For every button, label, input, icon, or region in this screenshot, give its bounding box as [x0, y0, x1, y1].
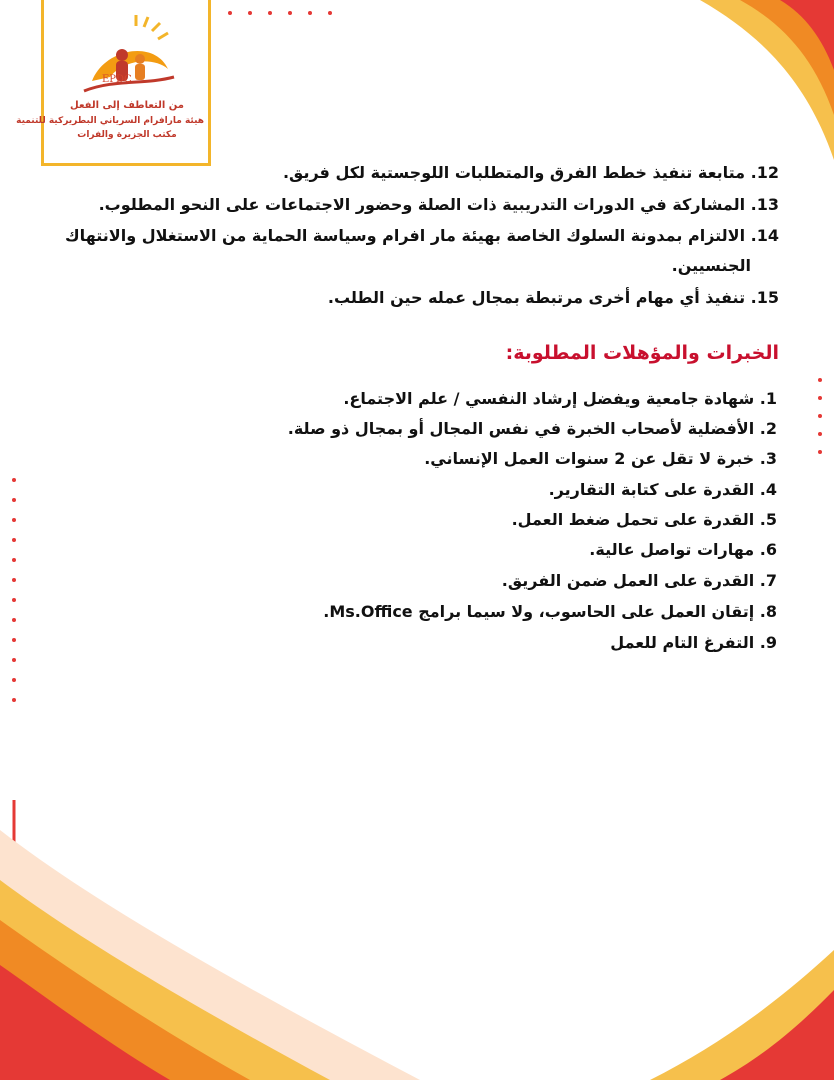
item-number: 8.: [759, 602, 777, 621]
item-text: الأفضلية لأصحاب الخبرة في نفس المجال أو بمجال ذو صلة.: [287, 419, 755, 438]
organization-logo: [16, 0, 211, 166]
list-item: [60, 507, 777, 533]
item-number: 15.: [750, 288, 779, 307]
item-number: 2.: [759, 419, 777, 438]
item-text: مهارات تواصل عالية.: [589, 540, 755, 559]
item-number: 12.: [750, 163, 779, 182]
item-text: شهادة جامعية ويفضل إرشاد النفسي / علم الاجتماع.: [343, 389, 755, 408]
item-number: 3.: [759, 449, 777, 468]
bottom-left-wave-gold: [0, 880, 330, 1080]
bottom-right-wave-gold: [650, 950, 834, 1080]
child-head-icon: [135, 54, 145, 64]
list-item: [60, 568, 777, 594]
item-text: الجنسيين.: [671, 256, 751, 275]
qualifications-heading: الخبرات والمؤهلات المطلوبة:: [505, 342, 779, 364]
item-text: متابعة تنفيذ خطط الفرق والمتطلبات اللوجستية لكل فريق.: [282, 163, 746, 182]
item-text: إتقان العمل على الحاسوب، ولا سيما برامج Ms.Office.: [323, 602, 755, 621]
logo-office-line: مكتب الجزيرة والفرات: [77, 130, 177, 140]
item-text: القدرة على تحمل ضغط العمل.: [511, 510, 755, 529]
logo-brand-text: EPDC: [102, 74, 132, 85]
list-item: [60, 630, 777, 656]
list-item: [60, 192, 779, 218]
list-item: [60, 223, 779, 249]
item-text: التفرغ التام للعمل: [610, 633, 755, 652]
child-body-icon: [135, 64, 145, 80]
item-text: القدرة على العمل ضمن الفريق.: [501, 571, 755, 590]
list-item: [60, 599, 777, 625]
list-item: [60, 477, 777, 503]
person-head-icon: [116, 49, 128, 61]
top-right-wave-gold: [700, 0, 834, 160]
item-text: المشاركة في الدورات التدريبية ذات الصلة وحضور الاجتماعات على النحو المطلوب.: [98, 195, 746, 214]
bottom-left-wave-light: [0, 830, 420, 1080]
bottom-left-wave-red: [0, 965, 170, 1080]
item-text: القدرة على كتابة التقارير.: [548, 480, 755, 499]
sun-rays-icon: [136, 15, 168, 39]
top-right-wave-red: [780, 0, 834, 70]
logo-slogan: من التعاطف إلى الفعل: [70, 100, 184, 111]
list-item-continuation: [60, 253, 779, 279]
left-dot-column: [12, 478, 16, 702]
list-item: [60, 285, 779, 311]
item-number: 5.: [759, 510, 777, 529]
top-right-wave-orange: [740, 0, 834, 115]
list-item: [60, 160, 779, 186]
item-number: 6.: [759, 540, 777, 559]
bottom-right-wave-red: [720, 990, 834, 1080]
list-item: [60, 446, 777, 472]
item-number: 4.: [759, 480, 777, 499]
list-item: [60, 416, 777, 442]
item-number: 1.: [759, 389, 777, 408]
bottom-left-wave-orange: [0, 920, 250, 1080]
logo-org-line: هيئة مارافرام السرياني البطريركية للتنمية: [16, 116, 204, 126]
item-number: 9.: [759, 633, 777, 652]
item-text: الالتزام بمدونة السلوك الخاصة بهيئة مار افرام وسياسة الحماية من الاستغلال والانتهاك: [65, 226, 746, 245]
right-dot-column: [818, 378, 822, 454]
list-item: [60, 386, 777, 412]
list-item: [60, 537, 777, 563]
item-text: تنفيذ أي مهام أخرى مرتبطة بمجال عمله حين الطلب.: [327, 288, 746, 307]
item-number: 7.: [759, 571, 777, 590]
item-number: 13.: [750, 195, 779, 214]
item-text: خبرة لا تقل عن 2 سنوات العمل الإنساني.: [424, 449, 755, 468]
item-number: 14.: [750, 226, 779, 245]
